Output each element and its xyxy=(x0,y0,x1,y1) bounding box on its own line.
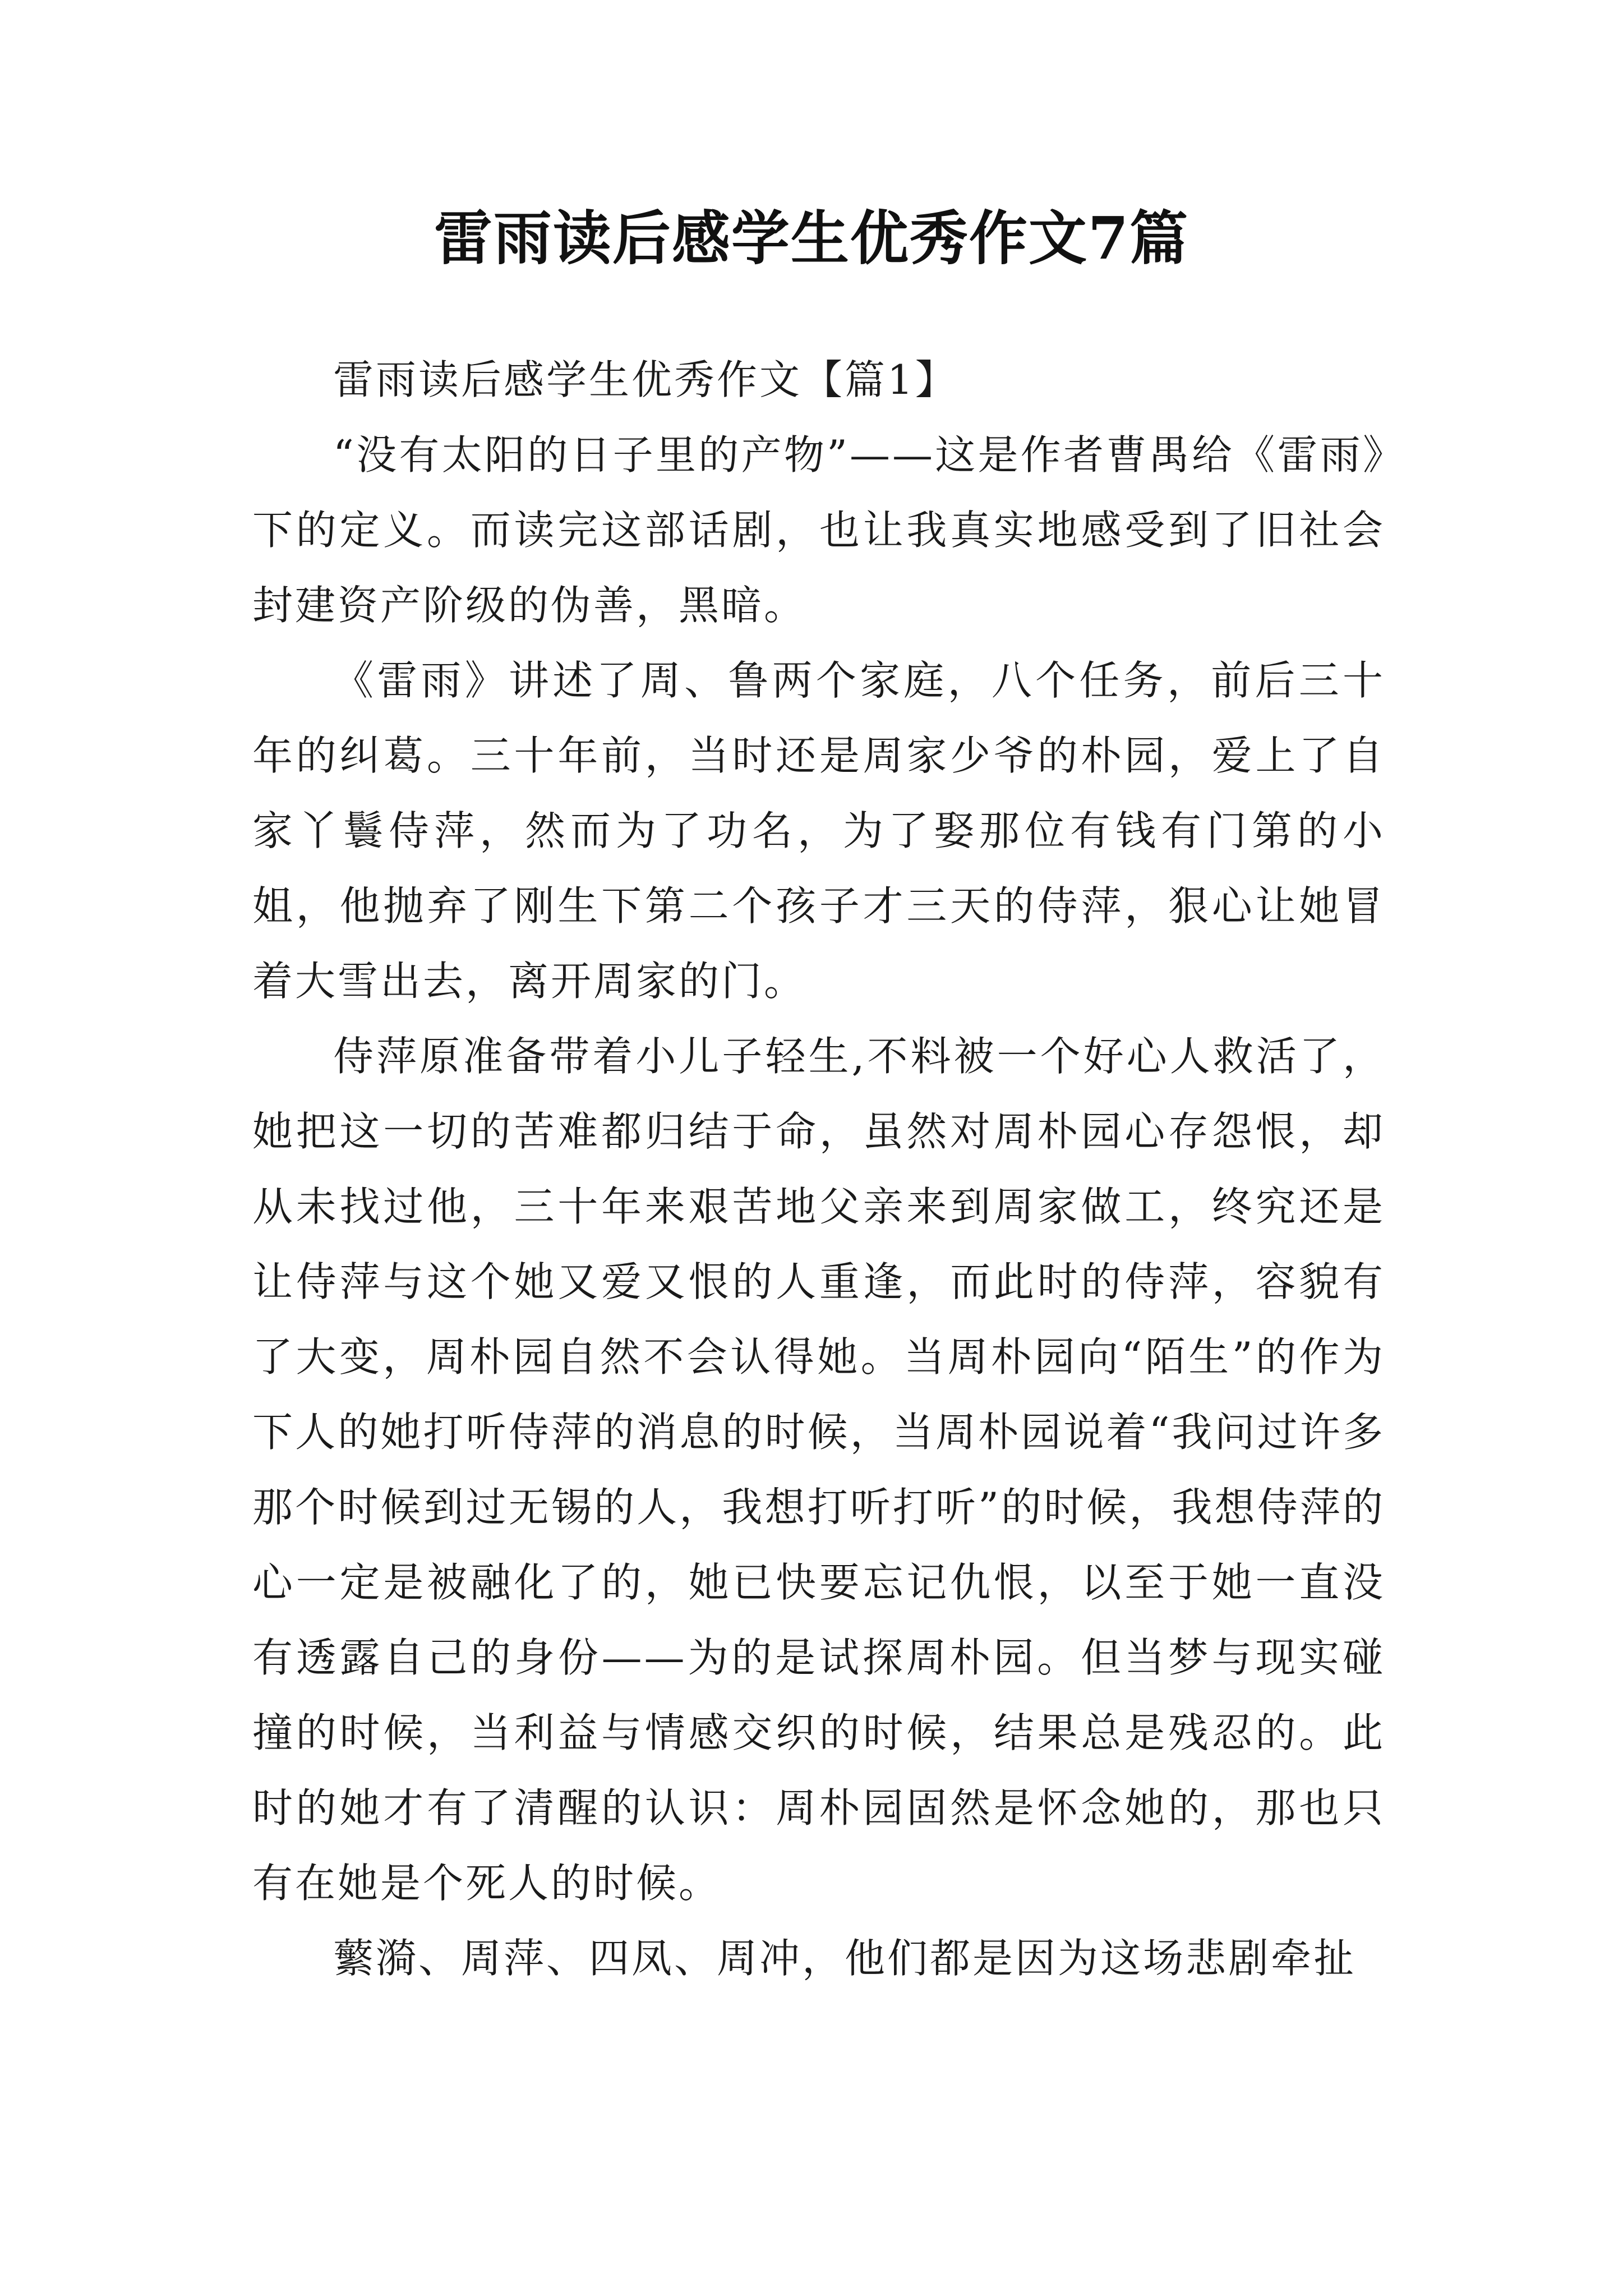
document-body xyxy=(252,342,1385,1996)
paragraph-2: 《雷雨》讲述了周、鲁两个家庭，八个任务，前后三十年的纠葛。三十年前，当时还是周家少爷的朴园，爱上了自家丫鬟侍萍，然而为了功名，为了娶那位有钱有门第的小姐，他抛弃了刚生下第二个孩子才三天的侍萍，狠心让她冒着大雪出去，离开周家的门。 xyxy=(252,657,1385,1005)
section-heading: 雷雨读后感学生优秀作文【篇1】 xyxy=(333,356,958,403)
paragraph-4: 蘩漪、周萍、四凤、周冲，他们都是因为这场悲剧牵扯 xyxy=(333,1935,1357,1982)
paragraph-3: 侍萍原准备带着小儿子轻生,不料被一个好心人救活了，她把这一切的苦难都归结于命，虽然对周朴园心存怨恨，却从未找过他，三十年来艰苦地父亲来到周家做工，终究还是让侍萍与这个她又爱又恨的人重逢，而此时的侍萍，容貌有了大变，周朴园自然不会认得她。当周朴园向“陌生”的作为下人的她打听侍萍的消息的时候，当周朴园说着“我问过许多那个时候到过无锡的人，我想打听打听”的时候，我想侍萍的心一定是被融化了的，她已快要忘记仇恨，以至于她一直没有透露自己的身份——为的是试探周朴园。但当梦与现实碰撞的时候，当利益与情感交织的时候，结果总是残忍的。此时的她才有了清醒的认识：周朴园固然是怀念她的，那也只有在她是个死人的时候。 xyxy=(252,1033,1385,1907)
paragraph-1: “没有太阳的日子里的产物”——这是作者曹禺给《雷雨》下的定义。而读完这部话剧，也让我真实地感受到了旧社会封建资产阶级的伪善，黑暗。 xyxy=(252,431,1385,629)
document-title: 雷雨读后感学生优秀作文7篇 xyxy=(434,204,1189,273)
